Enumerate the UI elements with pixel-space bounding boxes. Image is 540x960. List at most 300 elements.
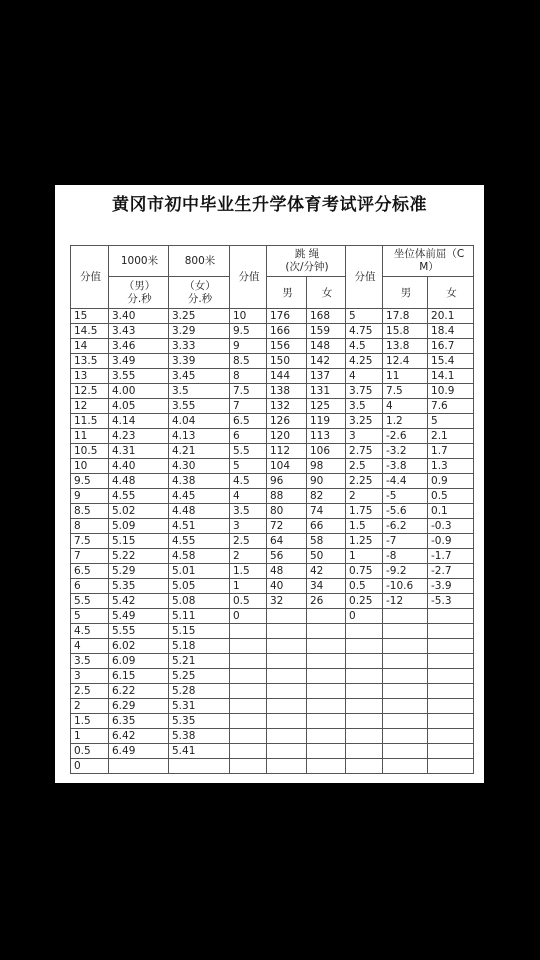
cell-run800-female: 5.01	[169, 564, 230, 579]
cell-rope-male: 150	[267, 354, 307, 369]
cell-rope-female: 106	[307, 444, 346, 459]
cell-rope-female	[307, 729, 346, 744]
cell-run800-female: 5.35	[169, 714, 230, 729]
cell-sit-female: 7.6	[428, 399, 474, 414]
cell-sit-female: 20.1	[428, 309, 474, 324]
header-score-3: 分值	[346, 246, 383, 309]
cell-sit-male	[383, 624, 428, 639]
cell-sit-male: 7.5	[383, 384, 428, 399]
cell-rope-female	[307, 639, 346, 654]
cell-rope-score	[230, 729, 267, 744]
cell-sit-female: 18.4	[428, 324, 474, 339]
cell-rope-male: 166	[267, 324, 307, 339]
cell-rope-female	[307, 699, 346, 714]
cell-sit-female: 1.7	[428, 444, 474, 459]
cell-rope-score: 8	[230, 369, 267, 384]
header-sit-title-2: M）	[419, 261, 439, 273]
cell-sit-score: 0.25	[346, 594, 383, 609]
cell-sit-score: 2.25	[346, 474, 383, 489]
cell-run800-female: 5.25	[169, 669, 230, 684]
header-run800-gender: （女）	[184, 279, 216, 292]
cell-score: 12	[71, 399, 109, 414]
cell-run1000-male: 6.09	[109, 654, 169, 669]
cell-score: 5	[71, 609, 109, 624]
cell-run800-female: 4.30	[169, 459, 230, 474]
table-row	[71, 474, 474, 489]
cell-score: 4	[71, 639, 109, 654]
header-sit-title: 坐位体前屈（C	[393, 248, 465, 260]
table-row	[71, 324, 474, 339]
cell-sit-female: 15.4	[428, 354, 474, 369]
header-sit-male: 男	[383, 277, 428, 309]
cell-sit-male: -5	[383, 489, 428, 504]
cell-score: 7	[71, 549, 109, 564]
cell-run1000-male: 3.46	[109, 339, 169, 354]
cell-score: 8.5	[71, 504, 109, 519]
table-row	[71, 534, 474, 549]
cell-rope-male	[267, 759, 307, 774]
cell-rope-female: 142	[307, 354, 346, 369]
cell-rope-male	[267, 639, 307, 654]
cell-sit-female: -1.7	[428, 549, 474, 564]
cell-sit-score	[346, 669, 383, 684]
cell-rope-score: 10	[230, 309, 267, 324]
cell-rope-score: 6	[230, 429, 267, 444]
cell-run1000-male: 5.22	[109, 549, 169, 564]
cell-rope-score: 9.5	[230, 324, 267, 339]
cell-run800-female: 5.38	[169, 729, 230, 744]
cell-rope-male: 112	[267, 444, 307, 459]
cell-sit-male: -6.2	[383, 519, 428, 534]
cell-rope-score	[230, 624, 267, 639]
cell-score: 11.5	[71, 414, 109, 429]
cell-score: 0.5	[71, 744, 109, 759]
cell-sit-male	[383, 654, 428, 669]
table-row	[71, 429, 474, 444]
cell-score: 6.5	[71, 564, 109, 579]
cell-rope-score	[230, 759, 267, 774]
cell-sit-score: 3.75	[346, 384, 383, 399]
cell-run800-female: 3.5	[169, 384, 230, 399]
cell-sit-score: 1.75	[346, 504, 383, 519]
cell-sit-male: -4.4	[383, 474, 428, 489]
cell-rope-female	[307, 609, 346, 624]
cell-rope-female: 125	[307, 399, 346, 414]
cell-sit-score	[346, 759, 383, 774]
cell-sit-female	[428, 639, 474, 654]
table-row	[71, 669, 474, 684]
cell-run1000-male	[109, 759, 169, 774]
cell-sit-score: 1.5	[346, 519, 383, 534]
cell-run1000-male: 3.49	[109, 354, 169, 369]
cell-rope-female: 58	[307, 534, 346, 549]
cell-run1000-male: 5.42	[109, 594, 169, 609]
cell-sit-female: -0.9	[428, 534, 474, 549]
cell-rope-score: 3	[230, 519, 267, 534]
table-row	[71, 579, 474, 594]
cell-sit-female	[428, 714, 474, 729]
cell-sit-score: 4.5	[346, 339, 383, 354]
cell-score: 3.5	[71, 654, 109, 669]
cell-sit-score	[346, 624, 383, 639]
cell-run800-female: 4.55	[169, 534, 230, 549]
table-row	[71, 504, 474, 519]
cell-rope-female: 26	[307, 594, 346, 609]
cell-sit-score: 4.25	[346, 354, 383, 369]
table-row	[71, 594, 474, 609]
cell-score: 13	[71, 369, 109, 384]
cell-rope-male	[267, 654, 307, 669]
cell-run800-female: 5.18	[169, 639, 230, 654]
cell-run1000-male: 5.29	[109, 564, 169, 579]
header-rope	[267, 246, 346, 277]
cell-rope-score: 0.5	[230, 594, 267, 609]
cell-sit-male	[383, 729, 428, 744]
cell-rope-female: 119	[307, 414, 346, 429]
cell-sit-male	[383, 759, 428, 774]
cell-rope-score	[230, 669, 267, 684]
cell-score: 14.5	[71, 324, 109, 339]
cell-sit-male: -9.2	[383, 564, 428, 579]
cell-sit-female: 14.1	[428, 369, 474, 384]
table-row	[71, 564, 474, 579]
cell-score: 0	[71, 759, 109, 774]
cell-sit-female	[428, 609, 474, 624]
cell-sit-male: -8	[383, 549, 428, 564]
cell-run1000-male: 4.55	[109, 489, 169, 504]
cell-score: 1	[71, 729, 109, 744]
cell-rope-female: 90	[307, 474, 346, 489]
cell-rope-score: 5	[230, 459, 267, 474]
cell-rope-male: 56	[267, 549, 307, 564]
cell-score: 2	[71, 699, 109, 714]
cell-run1000-male: 4.05	[109, 399, 169, 414]
cell-rope-female: 159	[307, 324, 346, 339]
cell-score: 9.5	[71, 474, 109, 489]
table-row	[71, 549, 474, 564]
cell-score: 6	[71, 579, 109, 594]
cell-rope-male	[267, 699, 307, 714]
table-row	[71, 714, 474, 729]
cell-sit-male: 17.8	[383, 309, 428, 324]
cell-rope-male: 144	[267, 369, 307, 384]
cell-sit-female: -0.3	[428, 519, 474, 534]
cell-sit-male: -5.6	[383, 504, 428, 519]
cell-rope-female	[307, 714, 346, 729]
table-row	[71, 759, 474, 774]
cell-run1000-male: 3.43	[109, 324, 169, 339]
cell-run800-female: 3.55	[169, 399, 230, 414]
cell-sit-score	[346, 699, 383, 714]
cell-run1000-male: 6.15	[109, 669, 169, 684]
cell-rope-score: 7.5	[230, 384, 267, 399]
cell-sit-score: 3	[346, 429, 383, 444]
cell-run1000-male: 3.55	[109, 369, 169, 384]
cell-sit-male	[383, 744, 428, 759]
cell-run800-female: 3.33	[169, 339, 230, 354]
cell-run800-female: 4.58	[169, 549, 230, 564]
cell-sit-male	[383, 609, 428, 624]
cell-rope-score: 4	[230, 489, 267, 504]
cell-sit-male: -10.6	[383, 579, 428, 594]
cell-rope-female: 34	[307, 579, 346, 594]
cell-rope-female	[307, 684, 346, 699]
cell-rope-male: 96	[267, 474, 307, 489]
header-run800: 800米	[169, 246, 230, 277]
table-row	[71, 519, 474, 534]
cell-score: 4.5	[71, 624, 109, 639]
header-run800-unit: 分.秒	[187, 292, 213, 305]
cell-score: 14	[71, 339, 109, 354]
cell-sit-male: -2.6	[383, 429, 428, 444]
table-row	[71, 639, 474, 654]
cell-score: 2.5	[71, 684, 109, 699]
cell-sit-female: -5.3	[428, 594, 474, 609]
cell-rope-male	[267, 609, 307, 624]
cell-run1000-male: 4.48	[109, 474, 169, 489]
cell-sit-male	[383, 669, 428, 684]
cell-sit-male: 1.2	[383, 414, 428, 429]
cell-rope-male: 120	[267, 429, 307, 444]
header-run1000-unit: 分.秒	[127, 292, 152, 305]
cell-rope-score: 1.5	[230, 564, 267, 579]
cell-run800-female: 3.25	[169, 309, 230, 324]
cell-sit-female: 0.1	[428, 504, 474, 519]
cell-score: 1.5	[71, 714, 109, 729]
cell-run800-female: 4.38	[169, 474, 230, 489]
cell-sit-male: -3.2	[383, 444, 428, 459]
cell-run800-female: 5.05	[169, 579, 230, 594]
cell-sit-male: 11	[383, 369, 428, 384]
header-run1000-gender: （男）	[123, 279, 156, 292]
cell-sit-male	[383, 714, 428, 729]
cell-sit-female: 10.9	[428, 384, 474, 399]
cell-run800-female: 4.45	[169, 489, 230, 504]
cell-run1000-male: 5.49	[109, 609, 169, 624]
cell-rope-score: 6.5	[230, 414, 267, 429]
cell-score: 9	[71, 489, 109, 504]
cell-rope-score: 1	[230, 579, 267, 594]
cell-rope-male	[267, 744, 307, 759]
cell-sit-female	[428, 624, 474, 639]
cell-run800-female: 4.13	[169, 429, 230, 444]
cell-sit-male	[383, 639, 428, 654]
table-row	[71, 339, 474, 354]
cell-rope-female: 82	[307, 489, 346, 504]
cell-rope-male: 138	[267, 384, 307, 399]
cell-rope-score	[230, 714, 267, 729]
cell-sit-score	[346, 744, 383, 759]
cell-run1000-male: 4.14	[109, 414, 169, 429]
table-row	[71, 654, 474, 669]
table-row	[71, 624, 474, 639]
cell-rope-score	[230, 744, 267, 759]
cell-rope-score: 5.5	[230, 444, 267, 459]
cell-sit-female: -2.7	[428, 564, 474, 579]
cell-score: 15	[71, 309, 109, 324]
header-sit-female: 女	[428, 277, 474, 309]
cell-sit-score: 2	[346, 489, 383, 504]
cell-sit-male: -7	[383, 534, 428, 549]
cell-sit-score: 1.25	[346, 534, 383, 549]
cell-rope-male	[267, 684, 307, 699]
cell-rope-male	[267, 714, 307, 729]
table-row	[71, 399, 474, 414]
cell-sit-female	[428, 654, 474, 669]
cell-rope-male: 126	[267, 414, 307, 429]
cell-sit-score: 4.75	[346, 324, 383, 339]
cell-run1000-male: 6.02	[109, 639, 169, 654]
cell-rope-male	[267, 624, 307, 639]
cell-sit-score: 0.5	[346, 579, 383, 594]
cell-score: 7.5	[71, 534, 109, 549]
table-row	[71, 414, 474, 429]
cell-rope-female: 113	[307, 429, 346, 444]
cell-sit-score	[346, 729, 383, 744]
cell-sit-score: 4	[346, 369, 383, 384]
table-row	[71, 459, 474, 474]
header-run1000: 1000米	[109, 246, 169, 277]
header-run800-sub	[169, 277, 230, 309]
cell-run800-female: 4.51	[169, 519, 230, 534]
cell-rope-female	[307, 624, 346, 639]
cell-rope-score	[230, 684, 267, 699]
cell-run800-female: 5.28	[169, 684, 230, 699]
cell-sit-male	[383, 684, 428, 699]
header-rope-unit: (次/分钟)	[285, 261, 329, 273]
cell-run1000-male: 5.35	[109, 579, 169, 594]
cell-sit-male	[383, 699, 428, 714]
cell-run800-female: 5.31	[169, 699, 230, 714]
cell-run800-female: 5.15	[169, 624, 230, 639]
table-row	[71, 384, 474, 399]
cell-rope-male: 156	[267, 339, 307, 354]
cell-run800-female: 4.04	[169, 414, 230, 429]
table-row	[71, 684, 474, 699]
cell-sit-female: 5	[428, 414, 474, 429]
cell-rope-score: 8.5	[230, 354, 267, 369]
cell-sit-score	[346, 714, 383, 729]
cell-rope-score: 4.5	[230, 474, 267, 489]
cell-sit-male: -12	[383, 594, 428, 609]
cell-sit-score: 2.75	[346, 444, 383, 459]
cell-sit-female	[428, 759, 474, 774]
cell-sit-female	[428, 744, 474, 759]
cell-run800-female: 5.41	[169, 744, 230, 759]
cell-rope-male	[267, 669, 307, 684]
cell-run1000-male: 4.23	[109, 429, 169, 444]
cell-run1000-male: 6.29	[109, 699, 169, 714]
table-row	[71, 369, 474, 384]
cell-sit-score: 3.25	[346, 414, 383, 429]
cell-rope-female: 98	[307, 459, 346, 474]
score-table	[70, 245, 474, 774]
table-row	[71, 354, 474, 369]
cell-sit-female: 0.5	[428, 489, 474, 504]
cell-run1000-male: 4.31	[109, 444, 169, 459]
cell-run1000-male: 6.49	[109, 744, 169, 759]
cell-score: 3	[71, 669, 109, 684]
cell-sit-score	[346, 639, 383, 654]
cell-rope-male	[267, 729, 307, 744]
table-row	[71, 489, 474, 504]
header-rope-male: 男	[267, 277, 307, 309]
header-rope-title: 跳 绳	[294, 248, 320, 260]
header-sit-reach	[383, 246, 474, 277]
cell-rope-score	[230, 639, 267, 654]
cell-run800-female: 4.48	[169, 504, 230, 519]
cell-run1000-male: 3.40	[109, 309, 169, 324]
cell-rope-female: 66	[307, 519, 346, 534]
cell-sit-female: 2.1	[428, 429, 474, 444]
cell-run800-female: 5.11	[169, 609, 230, 624]
cell-rope-female	[307, 744, 346, 759]
cell-run1000-male: 5.02	[109, 504, 169, 519]
cell-sit-male: 12.4	[383, 354, 428, 369]
cell-sit-score	[346, 654, 383, 669]
cell-run1000-male: 5.09	[109, 519, 169, 534]
cell-rope-female: 131	[307, 384, 346, 399]
cell-run1000-male: 6.22	[109, 684, 169, 699]
cell-sit-score: 5	[346, 309, 383, 324]
cell-rope-score: 7	[230, 399, 267, 414]
cell-score: 13.5	[71, 354, 109, 369]
cell-sit-score: 3.5	[346, 399, 383, 414]
header-rope-female: 女	[307, 277, 346, 309]
cell-run800-female: 5.08	[169, 594, 230, 609]
cell-sit-male: 4	[383, 399, 428, 414]
cell-run800-female: 3.29	[169, 324, 230, 339]
cell-run800-female: 4.21	[169, 444, 230, 459]
cell-rope-score: 0	[230, 609, 267, 624]
table-row	[71, 309, 474, 324]
cell-rope-male: 104	[267, 459, 307, 474]
cell-rope-male: 64	[267, 534, 307, 549]
cell-rope-male: 72	[267, 519, 307, 534]
cell-rope-female: 74	[307, 504, 346, 519]
cell-sit-score: 2.5	[346, 459, 383, 474]
cell-rope-score: 2	[230, 549, 267, 564]
cell-rope-male: 32	[267, 594, 307, 609]
cell-sit-female: 1.3	[428, 459, 474, 474]
cell-rope-male: 176	[267, 309, 307, 324]
cell-rope-score	[230, 654, 267, 669]
cell-sit-female	[428, 699, 474, 714]
cell-sit-female	[428, 729, 474, 744]
cell-run1000-male: 4.00	[109, 384, 169, 399]
cell-run800-female: 3.45	[169, 369, 230, 384]
cell-score: 5.5	[71, 594, 109, 609]
cell-run800-female: 3.39	[169, 354, 230, 369]
table-row	[71, 699, 474, 714]
cell-rope-female: 42	[307, 564, 346, 579]
cell-score: 8	[71, 519, 109, 534]
cell-score: 10.5	[71, 444, 109, 459]
table-row	[71, 444, 474, 459]
cell-rope-score: 2.5	[230, 534, 267, 549]
cell-sit-score: 0.75	[346, 564, 383, 579]
header-run1000-sub	[109, 277, 169, 309]
cell-sit-female	[428, 684, 474, 699]
cell-rope-male: 88	[267, 489, 307, 504]
cell-run1000-male: 6.35	[109, 714, 169, 729]
cell-rope-score: 9	[230, 339, 267, 354]
cell-rope-female	[307, 654, 346, 669]
cell-sit-male: 13.8	[383, 339, 428, 354]
cell-rope-female: 168	[307, 309, 346, 324]
cell-sit-score: 1	[346, 549, 383, 564]
cell-rope-male: 80	[267, 504, 307, 519]
